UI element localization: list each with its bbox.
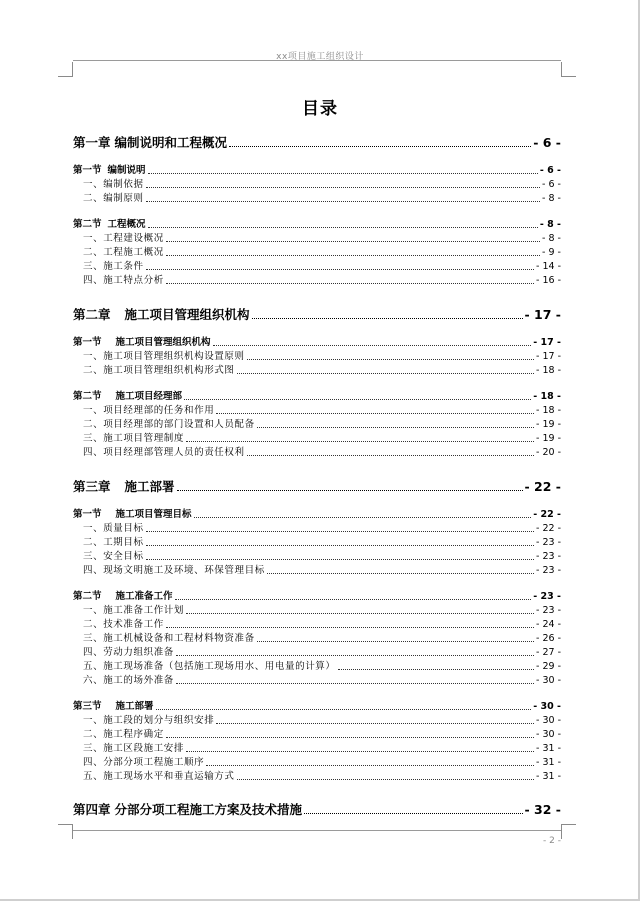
toc-item[interactable]: 三、施工机械设备和工程材料物资准备 - 26 - bbox=[83, 633, 561, 644]
crop-mark-bottom-right bbox=[561, 824, 576, 839]
toc-item[interactable]: 四、现场文明施工及环境、环保管理目标 - 23 - bbox=[83, 565, 561, 576]
toc-item[interactable]: 三、施工条件 - 14 - bbox=[83, 261, 561, 272]
toc-title: 目录 bbox=[302, 99, 338, 119]
page-header: xx项目施工组织设计 bbox=[276, 52, 364, 62]
toc-section[interactable]: 第一节 施工项目管理组织机构 - 17 - bbox=[73, 337, 561, 348]
toc-section[interactable]: 第二节 施工准备工作 - 23 - bbox=[73, 591, 561, 602]
toc-item[interactable]: 二、项目经理部的部门设置和人员配备 - 19 - bbox=[83, 419, 561, 430]
toc-item[interactable]: 二、工程施工概况 - 9 - bbox=[83, 247, 561, 258]
toc-chapter[interactable]: 第四章 分部分项工程施工方案及技术措施 - 32 - bbox=[73, 802, 561, 817]
page-number: - 2 - bbox=[543, 836, 561, 846]
toc-section[interactable]: 第三节 施工部署 - 30 - bbox=[73, 701, 561, 712]
toc-item[interactable]: 一、项目经理部的任务和作用 - 18 - bbox=[83, 405, 561, 416]
toc-item[interactable]: 三、安全目标 - 23 - bbox=[83, 551, 561, 562]
toc-item[interactable]: 四、劳动力组织准备 - 27 - bbox=[83, 647, 561, 658]
footer-rule bbox=[73, 830, 561, 831]
toc-section[interactable]: 第一节 编制说明 - 6 - bbox=[73, 165, 561, 176]
toc-item[interactable]: 一、施工段的划分与组织安排 - 30 - bbox=[83, 715, 561, 726]
toc-item[interactable]: 六、施工的场外准备 - 30 - bbox=[83, 675, 561, 686]
toc-item[interactable]: 一、施工准备工作计划 - 23 - bbox=[83, 605, 561, 616]
crop-mark-bottom-left bbox=[58, 824, 73, 839]
toc-item[interactable]: 一、工程建设概况 - 8 - bbox=[83, 233, 561, 244]
toc-item[interactable]: 二、施工项目管理组织机构形式图 - 18 - bbox=[83, 365, 561, 376]
toc-section[interactable]: 第二节 施工项目经理部 - 18 - bbox=[73, 391, 561, 402]
header-rule bbox=[73, 60, 561, 61]
toc-item[interactable]: 四、分部分项工程施工顺序 - 31 - bbox=[83, 757, 561, 768]
toc-item[interactable]: 一、施工项目管理组织机构设置原则 - 17 - bbox=[83, 351, 561, 362]
toc-item[interactable]: 五、施工现场水平和垂直运输方式 - 31 - bbox=[83, 771, 561, 782]
toc-item[interactable]: 一、编制依据 - 6 - bbox=[83, 179, 561, 190]
toc-item[interactable]: 三、施工项目管理制度 - 19 - bbox=[83, 433, 561, 444]
toc-chapter[interactable]: 第一章 编制说明和工程概况 - 6 - bbox=[73, 135, 561, 150]
toc-item[interactable]: 一、质量目标 - 22 - bbox=[83, 523, 561, 534]
toc-section[interactable]: 第二节 工程概况 - 8 - bbox=[73, 219, 561, 230]
toc-item[interactable]: 二、编制原则 - 8 - bbox=[83, 193, 561, 204]
crop-mark-top-right bbox=[561, 62, 576, 77]
toc-item[interactable]: 二、施工程序确定 - 30 - bbox=[83, 729, 561, 740]
toc-chapter[interactable]: 第二章 施工项目管理组织机构 - 17 - bbox=[73, 307, 561, 322]
toc-item[interactable]: 四、项目经理部管理人员的责任权利 - 20 - bbox=[83, 447, 561, 458]
crop-mark-top-left bbox=[58, 62, 73, 77]
toc-item[interactable]: 五、施工现场准备（包括施工现场用水、用电量的计算） - 29 - bbox=[83, 661, 561, 672]
toc-item[interactable]: 二、工期目标 - 23 - bbox=[83, 537, 561, 548]
toc-item[interactable]: 三、施工区段施工安排 - 31 - bbox=[83, 743, 561, 754]
toc-item[interactable]: 二、技术准备工作 - 24 - bbox=[83, 619, 561, 630]
toc-item[interactable]: 四、施工特点分析 - 16 - bbox=[83, 275, 561, 286]
toc-section[interactable]: 第一节 施工项目管理目标 - 22 - bbox=[73, 509, 561, 520]
toc-chapter[interactable]: 第三章 施工部署 - 22 - bbox=[73, 479, 561, 494]
